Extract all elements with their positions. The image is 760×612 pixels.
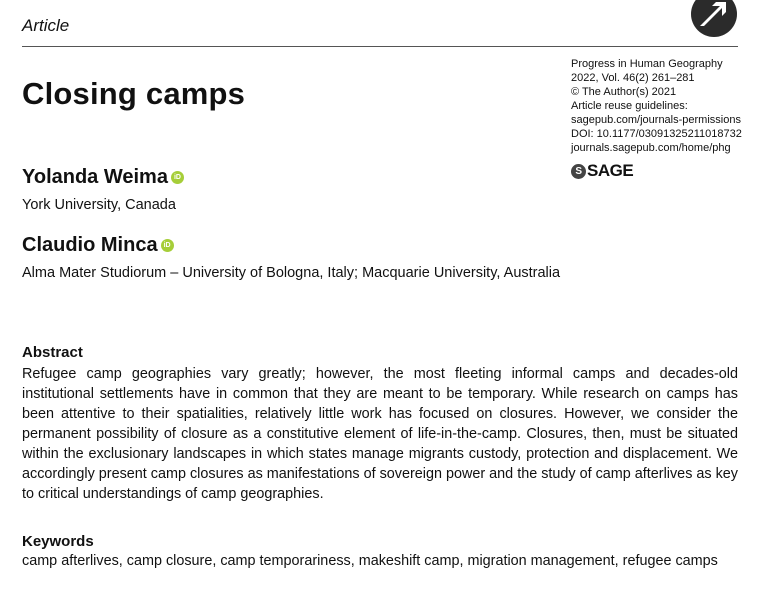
publisher-name: SAGE bbox=[587, 161, 634, 180]
reuse-guidelines-label: Article reuse guidelines: bbox=[571, 100, 688, 112]
author-name: Yolanda Weima bbox=[22, 166, 168, 188]
journal-logo-icon bbox=[690, 0, 738, 38]
abstract-text: Refugee camp geographies vary greatly; however, the most fleeting informal camps and decades-old institutional settlements have in common that they are meant to be temporary. While research on camps has been attentive to their spatialities, relatively little work has focused on closures. However, we consider the permanent possibility of closure as a constitutive element of life-in-the-camp. Closures, then, must be situated within the exclusionary landscapes in which states manage migrants custody, protection and displacement. We accordingly present camp closures as manifestations of sovereign power and the study of camp afterlives as key to critical understandings of camp geographies. bbox=[22, 366, 738, 502]
reuse-guidelines-link[interactable]: sagepub.com/journals-permissions bbox=[571, 114, 741, 126]
copyright-notice: © The Author(s) 2021 bbox=[571, 86, 677, 98]
orcid-icon[interactable]: iD bbox=[171, 171, 184, 184]
journal-volume: 2022, Vol. 46(2) 261–281 bbox=[571, 72, 695, 84]
keywords-list: camp afterlives, camp closure, camp temporariness, makeshift camp, migration management, refugee camps bbox=[22, 553, 718, 569]
sage-mark-icon: S bbox=[571, 164, 586, 179]
journal-name: Progress in Human Geography bbox=[571, 58, 723, 70]
doi-link[interactable]: DOI: 10.1177/03091325211018732 bbox=[571, 128, 742, 140]
author-1-affiliation: York University, Canada bbox=[22, 197, 176, 213]
header-divider bbox=[22, 46, 738, 47]
article-type-label: Article bbox=[22, 16, 70, 35]
abstract-heading: Abstract bbox=[22, 344, 83, 361]
journal-homepage-link[interactable]: journals.sagepub.com/home/phg bbox=[571, 142, 731, 154]
author-1 bbox=[22, 166, 184, 189]
author-2 bbox=[22, 234, 174, 257]
article-title: Closing camps bbox=[22, 76, 246, 111]
journal-metadata bbox=[571, 57, 742, 155]
sage-logo bbox=[571, 161, 633, 181]
keywords-heading: Keywords bbox=[22, 533, 94, 550]
orcid-icon[interactable]: iD bbox=[161, 239, 174, 252]
author-2-affiliation: Alma Mater Studiorum – University of Bologna, Italy; Macquarie University, Australia bbox=[22, 265, 561, 281]
author-name: Claudio Minca bbox=[22, 234, 158, 256]
